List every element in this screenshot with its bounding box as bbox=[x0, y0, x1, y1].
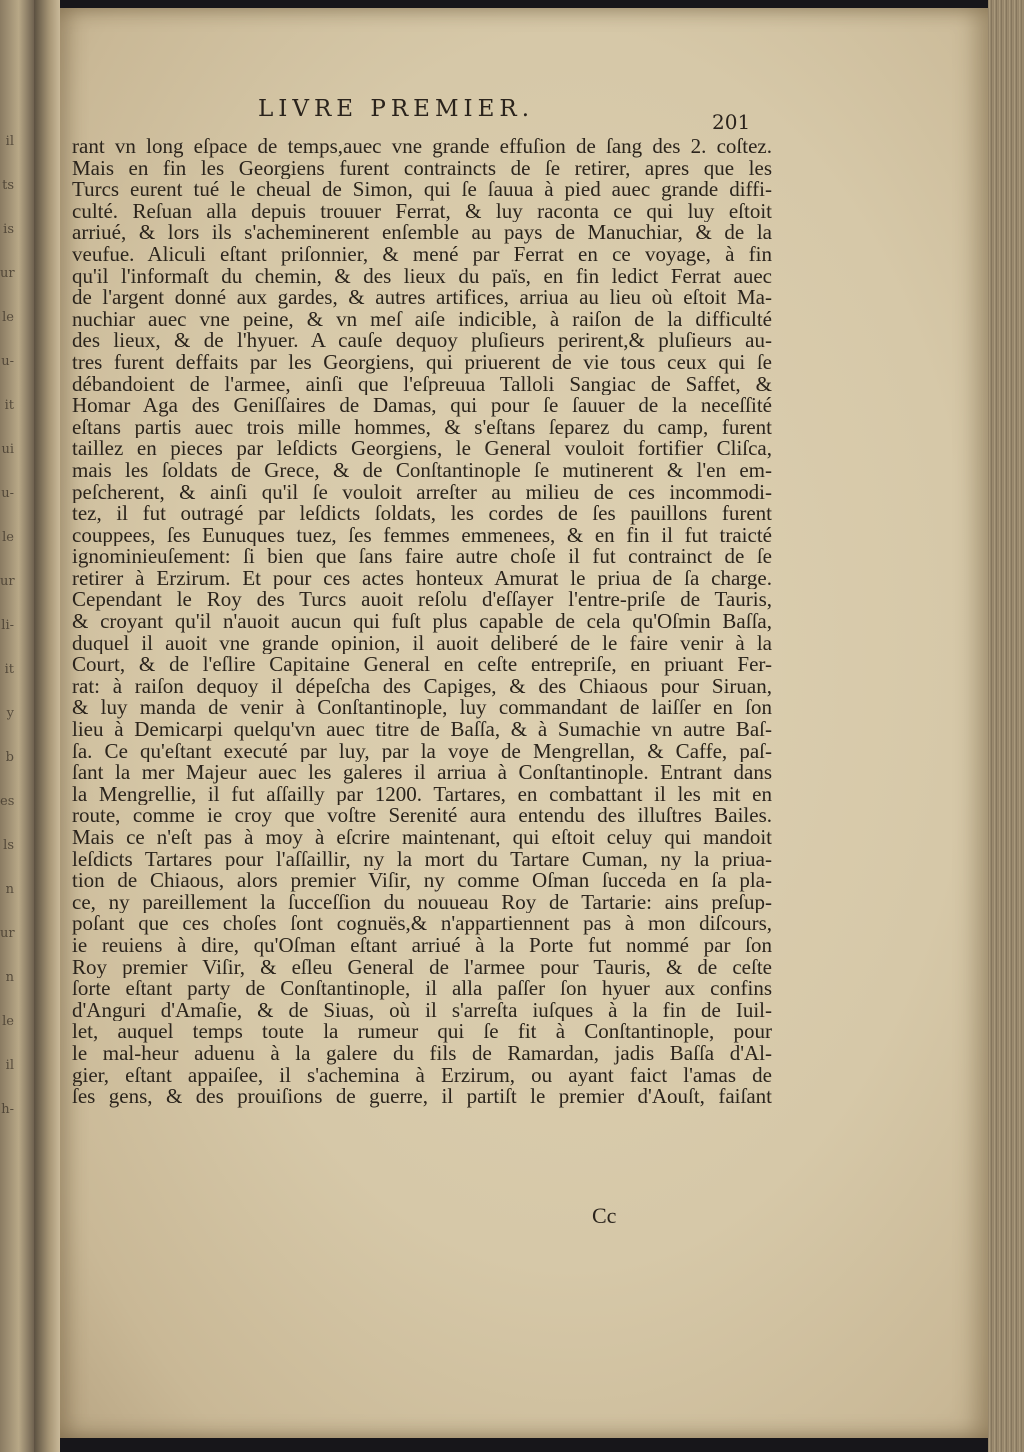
margin-fragment: le bbox=[2, 530, 14, 545]
margin-fragment: it bbox=[4, 662, 14, 677]
margin-fragment: b bbox=[5, 750, 14, 765]
text-line: couppees, ſes Eunuques tuez, ſes femmes emmenees, & en fin il fut traicté bbox=[72, 524, 772, 547]
text-line: leſdicts Tartares pour l'aſſaillir, ny la mort du Tartare Cuman, ny la priua- bbox=[72, 848, 772, 871]
body-text bbox=[72, 136, 772, 1108]
left-page-fragments bbox=[0, 120, 14, 1132]
margin-fragment: es bbox=[0, 794, 15, 809]
text-line: le mal-heur aduenu à la galere du fils de Ramardan, jadis Baſſa d'Al- bbox=[72, 1042, 772, 1065]
text-line: poſant que ces choſes ſont cognuës,& n'appartiennent pas à mon diſcours, bbox=[72, 913, 772, 935]
text-line: d'Anguri d'Amaſie, & de Siuas, où il s'arreſta iuſques à la fin de Iuil- bbox=[72, 999, 772, 1022]
text-line: & luy manda de venir à Conſtantinople, luy commandant de laiſſer en ſon bbox=[72, 697, 772, 720]
margin-fragment: is bbox=[3, 222, 14, 237]
text-line: veufue. Aliculi eſtant priſonnier, & mené par Ferrat en ce voyage, à fin bbox=[72, 243, 772, 266]
text-line: nuchiar auec vne peine, & vn meſ aiſe indicible, à raiſon de la difficulté bbox=[72, 308, 772, 331]
margin-fragment: li- bbox=[1, 618, 14, 633]
margin-fragment: n bbox=[5, 970, 14, 985]
text-line: Homar Aga des Geniſſaires de Damas, qui pour ſe ſauuer de la neceſſité bbox=[72, 395, 772, 417]
margin-fragment: il bbox=[5, 1058, 14, 1073]
text-line: ſes gens, & des prouiſions de guerre, il partiſt le premier d'Aouſt, faiſant bbox=[72, 1086, 772, 1108]
text-line: let, auquel temps toute la rumeur qui ſe fit à Conſtantinople, pour bbox=[72, 1021, 772, 1043]
margin-fragment: ur bbox=[0, 926, 15, 941]
text-line: débandoient de l'armee, ainſi que l'eſpreuua Talloli Sangiac de Saffet, & bbox=[72, 373, 772, 396]
text-line: eſtans partis auec trois mille hommes, & s'eſtans ſeparez du camp, furent bbox=[72, 416, 772, 439]
text-line: ſa. Ce qu'eſtant executé par luy, par la voye de Mengrellan, & Caffe, paſ- bbox=[72, 740, 772, 763]
margin-fragment: ur bbox=[0, 266, 15, 281]
text-line: retirer à Erzirum. Et pour ces actes honteux Amurat le priua de ſa charge. bbox=[72, 567, 772, 590]
text-line: ſorte eſtant party de Conſtantinople, il alla paſſer ſon hyuer aux confins bbox=[72, 978, 772, 1000]
margin-fragment: it bbox=[4, 398, 14, 413]
text-line: culté. Reſuan alla depuis trouuer Ferrat, & luy raconta ce qui luy eſtoit bbox=[72, 200, 772, 223]
margin-fragment: ui bbox=[1, 442, 14, 457]
text-line: tres furent deffaits par les Georgiens, qui priuerent de vie tous ceux qui ſe bbox=[72, 351, 772, 374]
text-line: route, comme ie croy que voſtre Serenité aura entendu des illuſtres Bailes. bbox=[72, 805, 772, 827]
page-number: 201 bbox=[712, 110, 751, 134]
text-line: ie reuiens à dire, qu'Oſman eſtant arriué à la Porte fut nommé par ſon bbox=[72, 934, 772, 957]
margin-fragment: ur bbox=[0, 574, 15, 589]
text-line: la Mengrellie, il fut aſſailly par 1200. Tartares, en combattant il les mit en bbox=[72, 783, 772, 806]
signature-mark: Cc bbox=[592, 1203, 617, 1228]
margin-fragment: h- bbox=[1, 1102, 14, 1117]
text-line: mais les ſoldats de Grece, & de Conſtantinople ſe mutinerent & l'en em- bbox=[72, 459, 772, 482]
page-stack-edge bbox=[988, 0, 1024, 1452]
text-line: rant vn long eſpace de temps,auec vne grande effuſion de ſang des 2. coſtez. bbox=[72, 136, 772, 158]
text-line: & croyant qu'il n'auoit aucun qui fuſt plus capable de cela qu'Oſmin Baſſa, bbox=[72, 611, 772, 633]
left-page-edge bbox=[0, 0, 34, 1452]
text-line: arriué, & lors ils s'acheminerent enſemble au pays de Manuchiar, & de la bbox=[72, 222, 772, 244]
text-line: tez, il fut outragé par leſdicts ſoldats, les cordes de ſes pauillons furent bbox=[72, 503, 772, 525]
text-line: lieu à Demicarpi quelqu'vn auec titre de Baſſa, & à Sumachie vn autre Baſ- bbox=[72, 719, 772, 741]
text-line: tion de Chiaous, alors premier Viſir, ny comme Oſman ſucceda en ſa pla- bbox=[72, 870, 772, 892]
text-line: Turcs eurent tué le cheual de Simon, qui ſe ſauua à pied auec grande diffi- bbox=[72, 179, 772, 201]
text-line: rat: à raiſon dequoy il dépeſcha des Capiges, & des Chiaous pour Siruan, bbox=[72, 675, 772, 698]
text-line: taillez en pieces par leſdicts Georgiens, le General vouloit fortifier Cliſca, bbox=[72, 438, 772, 460]
text-line: ce, ny pareillement la ſucceſſion du nouueau Roy de Tartarie: ains preſup- bbox=[72, 891, 772, 914]
margin-fragment: le bbox=[2, 310, 14, 325]
margin-fragment: u- bbox=[1, 486, 14, 501]
margin-fragment: le bbox=[2, 1014, 14, 1029]
text-line: Mais en fin les Georgiens furent contraincts de ſe retirer, apres que les bbox=[72, 157, 772, 180]
text-line: ignominieuſement: ſi bien que ſans faire autre choſe il fut contrainct de ſe bbox=[72, 546, 772, 568]
text-line: Cependant le Roy des Turcs auoit reſolu d'eſſayer l'entre-priſe de Tauris, bbox=[72, 589, 772, 612]
text-line: Roy premier Viſir, & eſleu General de l'armee pour Tauris, & de ceſte bbox=[72, 956, 772, 979]
text-line: Mais ce n'eſt pas à moy à eſcrire maintenant, qui eſtoit celuy qui mandoit bbox=[72, 827, 772, 849]
text-line: ſant la mer Majeur auec les galeres il arriua à Conſtantinople. Entrant dans bbox=[72, 762, 772, 784]
text-line: gier, eſtant appaiſee, il s'achemina à Erzirum, ou ayant faict l'amas de bbox=[72, 1064, 772, 1087]
margin-fragment: n bbox=[5, 882, 14, 897]
running-head: LIVRE PREMIER. bbox=[258, 96, 535, 122]
margin-fragment: il bbox=[5, 134, 14, 149]
text-line: duquel il auoit vne grande opinion, il auoit deliberé de le faire venir à la bbox=[72, 632, 772, 655]
text-line: Court, & de l'eſlire Capitaine General en ceſte entrepriſe, en priuant Fer- bbox=[72, 654, 772, 676]
text-line: qu'il l'informaſt du chemin, & des lieux du païs, en fin ledict Ferrat auec bbox=[72, 265, 772, 288]
text-line: des lieux, & de l'hyuer. A cauſe dequoy pluſieurs perirent,& pluſieurs au- bbox=[72, 330, 772, 352]
margin-fragment: y bbox=[6, 706, 14, 721]
book-gutter bbox=[34, 0, 60, 1452]
margin-fragment: u- bbox=[1, 354, 14, 369]
text-line: peſcherent, & ainſi qu'il ſe vouloit arreſter au milieu de ces incommodi- bbox=[72, 481, 772, 504]
text-line: de l'argent donné aux gardes, & autres artifices, arriua au lieu où eſtoit Ma- bbox=[72, 287, 772, 309]
margin-fragment: ls bbox=[3, 838, 14, 853]
margin-fragment: ts bbox=[2, 178, 14, 193]
